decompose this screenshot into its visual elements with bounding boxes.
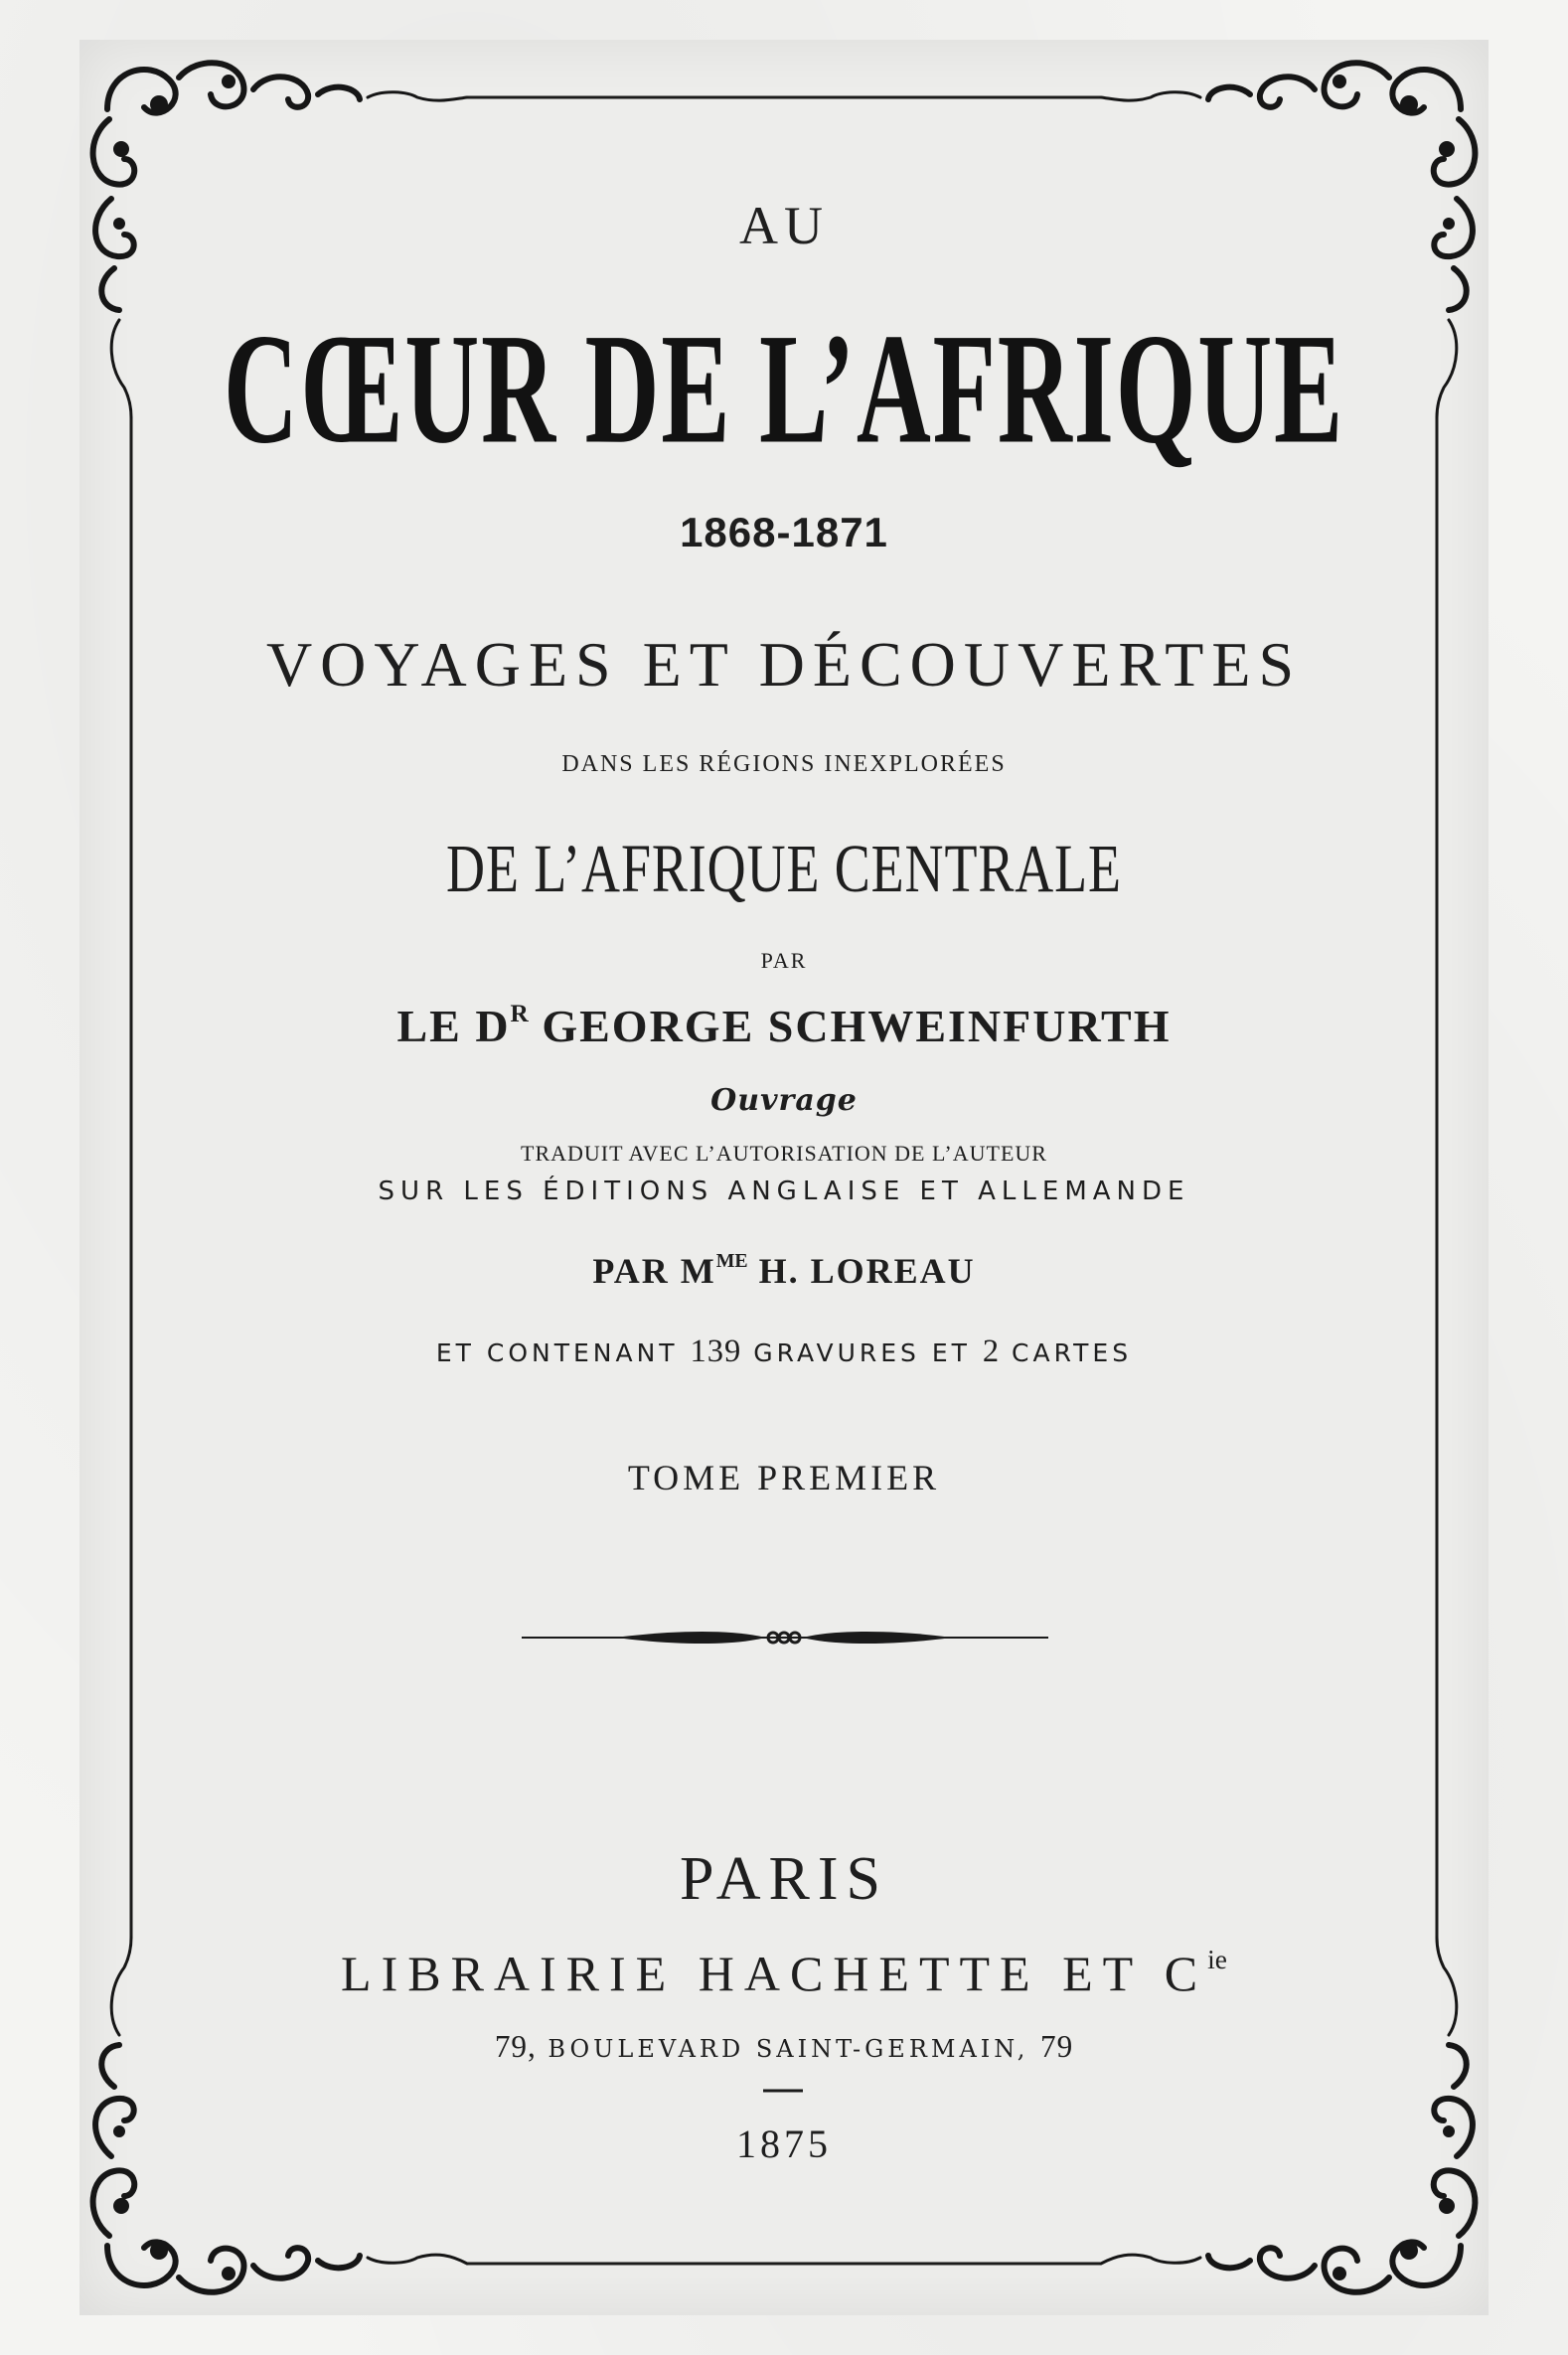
- editions-note: SUR LES ÉDITIONS ANGLAISE ET ALLEMANDE: [378, 1177, 1190, 1206]
- engravings-count: 139: [690, 1334, 742, 1369]
- contents-b: GRAVURES ET: [741, 1338, 983, 1367]
- contents-line: [0, 1334, 1568, 1370]
- imprint-city: PARIS: [679, 1845, 889, 1913]
- author-line: [0, 1000, 1568, 1052]
- author-prefix: LE D: [396, 1001, 511, 1052]
- subtitle-regions: DANS LES RÉGIONS INEXPLORÉES: [561, 751, 1007, 777]
- fleuron-divider: [522, 1632, 1048, 1644]
- volume-label: TOME PREMIER: [627, 1458, 941, 1497]
- translator-sup: ME: [715, 1250, 748, 1273]
- imprint-publisher: [0, 1944, 1568, 2002]
- translator-line: [0, 1250, 1568, 1292]
- address-number-2: 79: [1040, 2029, 1074, 2064]
- subtitle-region-name: DE L’AFRIQUE CENTRALE: [446, 831, 1122, 907]
- author-name: GEORGE SCHWEINFURTH: [528, 1001, 1172, 1052]
- title-years: 1868-1871: [680, 509, 888, 555]
- publisher-sup: ie: [1207, 1944, 1227, 1974]
- imprint-address: [0, 2029, 1568, 2065]
- imprint-year: 1875: [736, 2121, 832, 2166]
- translator-prefix: PAR M: [592, 1251, 716, 1291]
- publisher-name: LIBRAIRIE HACHETTE ET C: [341, 1946, 1208, 2001]
- author-sup: R: [510, 1000, 529, 1027]
- maps-count: 2: [982, 1334, 1001, 1369]
- address-street: BOULEVARD SAINT-GERMAIN,: [536, 2035, 1040, 2063]
- translation-note: TRADUIT AVEC L’AUTORISATION DE L’AUTEUR: [521, 1141, 1047, 1166]
- contents-a: ET CONTENANT: [435, 1338, 691, 1367]
- main-title: CŒUR DE L’AFRIQUE: [223, 300, 1345, 477]
- title-au: AU: [739, 196, 829, 255]
- translator-name: H. LOREAU: [747, 1251, 976, 1291]
- address-number-1: 79,: [494, 2029, 537, 2064]
- by-label: PAR: [760, 948, 808, 973]
- contents-c: CARTES: [1000, 1338, 1133, 1367]
- subtitle-voyages: VOYAGES ET DÉCOUVERTES: [265, 629, 1303, 700]
- ouvrage-label: Ouvrage: [710, 1083, 858, 1118]
